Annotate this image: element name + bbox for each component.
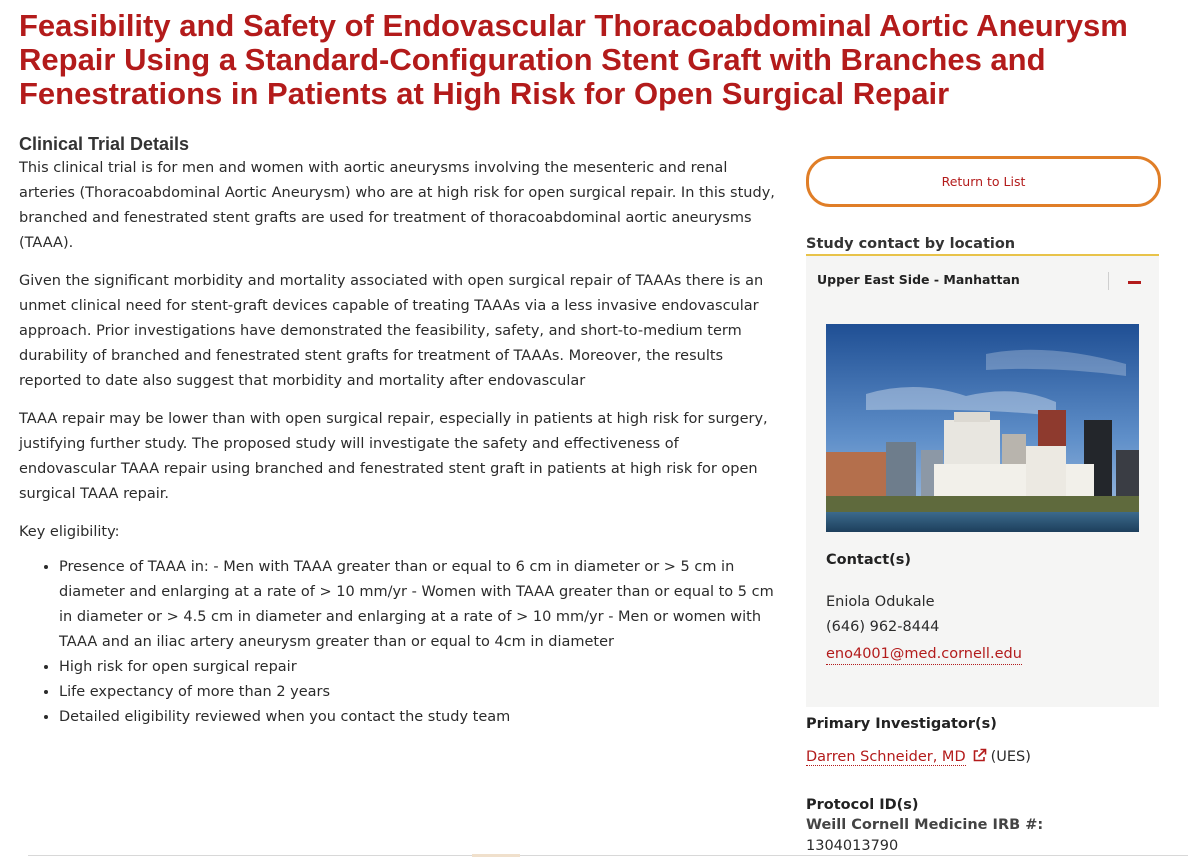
divider <box>1108 272 1109 290</box>
eligibility-list <box>19 555 779 730</box>
contact-name: Eniola Odukale <box>826 594 935 610</box>
external-link-icon[interactable] <box>972 748 987 767</box>
page-title: Feasibility and Safety of Endovascular Thoracoabdominal Aortic Aneurysm Repair Using a Standard-Configuration Stent Graft with Branches and Fenestrations in Patients at High Risk for Open Surgical Repair <box>19 8 1128 111</box>
investigator-link[interactable]: Darren Schneider, MD <box>806 749 966 765</box>
section-heading: Clinical Trial Details <box>19 134 190 154</box>
description-paragraph: This clinical trial is for men and women with aortic aneurysms involving the mesenteric and renal arteries (Thoracoabdominal Aortic Aneurysm) who are at high risk for open surgical repair. In this study, branched and fenestrated stent grafts are used for treatment of thoracoabdominal aortic aneurysms (TAAA). <box>19 160 775 251</box>
minus-icon[interactable] <box>1128 281 1141 284</box>
irb-number: 1304013790 <box>806 838 899 854</box>
accordion-header[interactable] <box>806 256 1159 304</box>
divider <box>28 855 1188 856</box>
eligibility-label: Key eligibility: <box>19 524 120 540</box>
irb-label: Weill Cornell Medicine IRB #: <box>806 817 1044 833</box>
location-accordion <box>806 256 1159 707</box>
protocol-label: Protocol ID(s) <box>806 797 919 813</box>
study-contact-heading: Study contact by location <box>806 234 1159 256</box>
contact-email-link[interactable]: eno4001@med.cornell.edu <box>826 644 1022 665</box>
trial-details <box>19 132 779 730</box>
list-item: • Presence of TAAA in: - Men with TAAA greater than or equal to 6 cm in diameter or > 5 cm in diameter and enlarging at a rate of > 10 mm/yr - Women with TAAA greater than or equal to 5 cm in diameter or > 4.5 cm in diameter and enlarging at a rate of > 10 mm/yr - Men or women with TAAA and an iliac artery aneurysm greater than or equal to 4cm in diameter <box>59 555 779 655</box>
list-item: • High risk for open surgical repair <box>59 655 779 680</box>
primary-investigator <box>806 748 1031 767</box>
contacts-label: Contact(s) <box>826 552 912 568</box>
description-paragraph: TAAA repair may be lower than with open surgical repair, especially in patients at high risk for surgery, justifying further study. The proposed study will investigate the safety and effectiveness of endovascular TAAA repair using branched and fenestrated stent graft in patients at high risk for open surgical TAAA repair. <box>19 411 768 502</box>
location-name: Upper East Side - Manhattan <box>817 272 1020 287</box>
investigator-location: (UES) <box>990 749 1031 765</box>
primary-investigator-label: Primary Investigator(s) <box>806 716 997 732</box>
location-photo <box>826 324 1139 532</box>
description-paragraph: Given the significant morbidity and mortality associated with open surgical repair of TAAAs there is an unmet clinical need for stent-graft devices capable of treating TAAAs via a less invasive endovascular approach. Prior investigations have demonstrated the feasibility, safety, and short-to-medium term durability of branched and fenestrated stent grafts for treatment of TAAAs. Moreover, the results reported to date also suggest that morbidity and mortality after endovascular <box>19 273 764 389</box>
list-item: • Life expectancy of more than 2 years <box>59 680 779 705</box>
list-item: • Detailed eligibility reviewed when you contact the study team <box>59 705 779 730</box>
return-to-list-button[interactable]: Return to List <box>806 156 1161 207</box>
contact-phone: (646) 962-8444 <box>826 619 940 635</box>
